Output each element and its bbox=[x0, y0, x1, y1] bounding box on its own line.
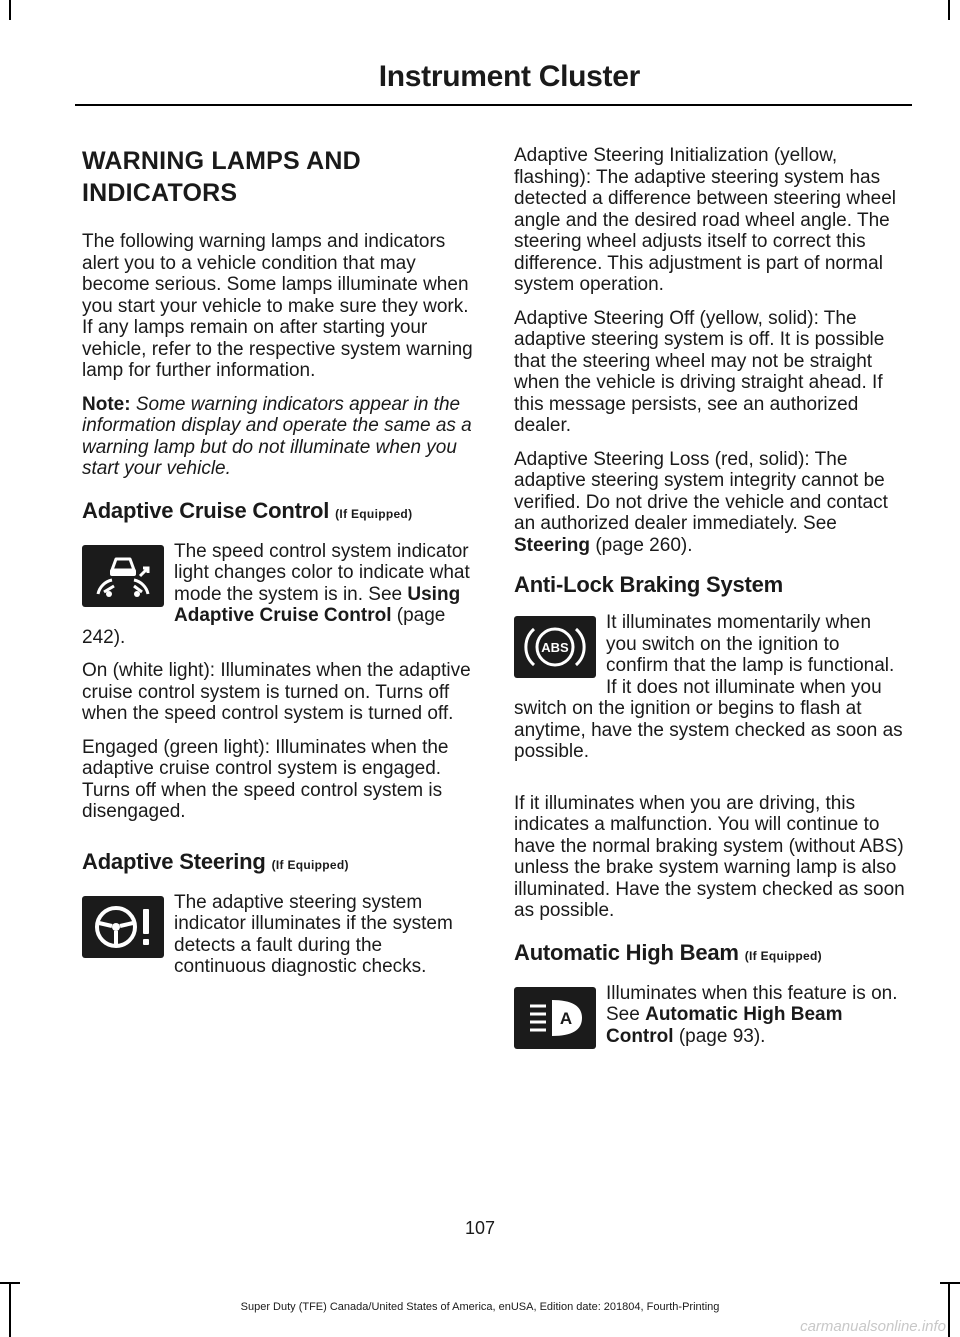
steering-loss-text: Adaptive Steering Loss (red, solid): The adaptive steering system integrity cannot be verified. Do not drive the vehicle and contact an authorized dealer immediately. See bbox=[514, 448, 888, 534]
watermark: carmanualsonline.info bbox=[800, 1318, 946, 1335]
crop-mark-top-right bbox=[948, 0, 950, 20]
abs-paragraph-2: If it illuminates when you are driving, this indicates a malfunction. You will continue to have the normal braking system (without ABS) unless the brake system warning lamp is also illuminated. Have the system checked as soon as possible. bbox=[514, 792, 905, 921]
adaptive-cruise-icon bbox=[82, 545, 164, 607]
steering-loss-paragraph bbox=[514, 449, 906, 557]
crop-mark-top-left bbox=[9, 0, 11, 20]
ahb-link[interactable]: Automatic High Beam Control bbox=[606, 1004, 843, 1047]
intro-paragraph: The following warning lamps and indicators alert you to a vehicle condition that may become serious. Some lamps illuminate when you start your vehicle to make sure they work. If any lamps remain on after starting your vehicle, refer to the respective system warning lamp for further information. bbox=[82, 231, 473, 381]
note-text: Some warning indicators appear in the information display and operate the same as a warning lamp but do not illuminate when you start your vehicle. bbox=[82, 393, 472, 479]
steering-heading bbox=[82, 849, 474, 878]
steering-warning-icon-graphic bbox=[90, 901, 156, 953]
acc-qualifier: (If Equipped) bbox=[335, 506, 413, 521]
abs-icon-graphic bbox=[522, 621, 588, 673]
abs-icon bbox=[514, 616, 596, 678]
auto-high-beam-icon bbox=[514, 987, 596, 1049]
crop-mark-bottom-left-h bbox=[0, 1282, 20, 1284]
steering-warning-icon bbox=[82, 896, 164, 958]
ahb-description-text: Illuminates when this feature is on. See bbox=[606, 982, 898, 1025]
acc-description-text: The speed control system indicator light changes color to indicate what mode the system is in. See bbox=[174, 540, 470, 605]
crop-mark-bottom-right-h bbox=[940, 1282, 960, 1284]
acc-link[interactable]: Using Adaptive Cruise Control bbox=[174, 583, 461, 626]
steering-title: Adaptive Steering bbox=[82, 848, 266, 874]
ahb-page-ref: (page 93). bbox=[678, 1025, 766, 1047]
right-column bbox=[514, 145, 906, 1059]
ahb-heading bbox=[514, 940, 906, 969]
note-paragraph bbox=[82, 394, 474, 480]
header-rule bbox=[75, 104, 912, 106]
steering-link[interactable]: Steering bbox=[514, 534, 591, 556]
abs-icon-label: ABS bbox=[541, 640, 569, 655]
ahb-qualifier: (If Equipped) bbox=[744, 948, 822, 963]
page-title: Instrument Cluster bbox=[378, 60, 640, 93]
section-heading: WARNING LAMPS AND INDICATORS bbox=[82, 147, 361, 207]
steering-init-paragraph: Adaptive Steering Initialization (yellow, flashing): The adaptive steering system has detected a difference between steering wheel angle and the desired road wheel angle. The steering wheel adjusts itself to correct this difference. This adjustment is part of normal system operation. bbox=[514, 145, 897, 295]
acc-engaged-paragraph: Engaged (green light): Illuminates when the adaptive cruise control system is engaged. Turns off when the speed control system is disengaged. bbox=[82, 736, 449, 822]
acc-page-ref: (page 242). bbox=[82, 605, 446, 648]
abs-paragraph-1: It illuminates momentarily when you switch on the ignition to confirm that the lamp is functional. If it does not illuminate when you switch on the ignition or begins to flash at anytime, have the system checked as soon as possible. bbox=[514, 612, 903, 762]
note-label: Note: bbox=[82, 393, 131, 415]
ahb-icon-label: A bbox=[559, 1008, 573, 1028]
acc-on-paragraph: On (white light): Illuminates when the adaptive cruise control system is turned on. Turns off when the speed control system is turned off. bbox=[82, 660, 471, 724]
page-number: 107 bbox=[464, 1218, 496, 1238]
abs-heading: Anti-Lock Braking System bbox=[514, 572, 784, 597]
steering-page-ref: (page 260). bbox=[595, 534, 693, 556]
acc-title: Adaptive Cruise Control bbox=[82, 497, 330, 523]
steering-qualifier: (If Equipped) bbox=[271, 857, 349, 872]
acc-heading bbox=[82, 498, 474, 527]
ahb-title: Automatic High Beam bbox=[514, 939, 739, 965]
steering-description: The adaptive steering system indicator illuminates if the system detects a fault during the continuous diagnostic checks. bbox=[174, 891, 453, 977]
edition-footer: Super Duty (TFE) Canada/United States of America, enUSA, Edition date: 201804, Fourth-Printing bbox=[240, 1301, 720, 1313]
adaptive-cruise-icon-graphic bbox=[90, 550, 156, 602]
left-column bbox=[82, 145, 474, 990]
auto-high-beam-icon-graphic bbox=[522, 992, 588, 1044]
steering-off-paragraph: Adaptive Steering Off (yellow, solid): The adaptive steering system is off. It is possible that the steering wheel may not be straight when the vehicle is driving straight ahead. If this message persists, see an authorized dealer. bbox=[514, 307, 885, 436]
